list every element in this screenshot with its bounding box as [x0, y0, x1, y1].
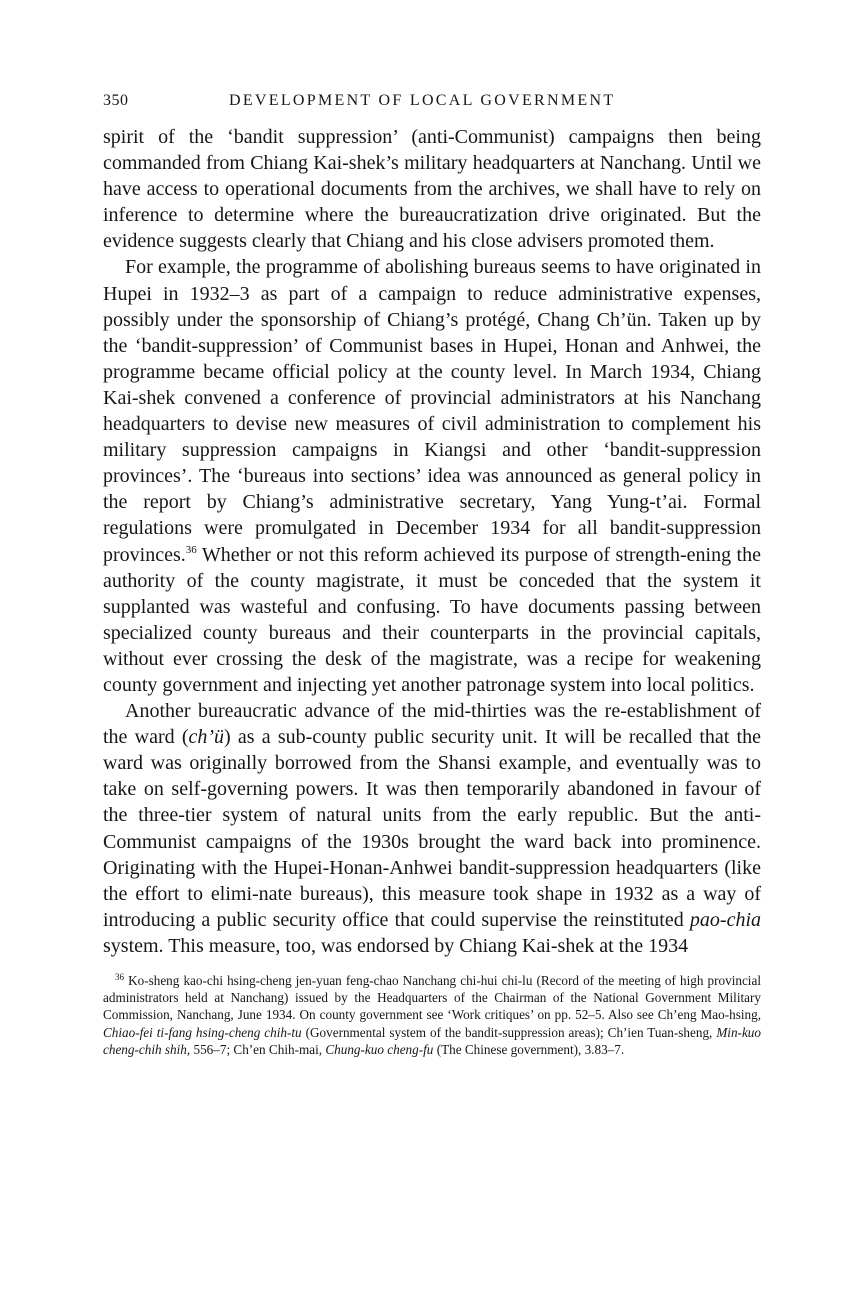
page-header: [103, 92, 761, 120]
paragraph-2-part-a: For example, the programme of abolishing bureaus seems to have originated in Hupei in 1932–3 as part of a campaign to reduce administrative expenses, possibly under the sponsorship of Chiang’s protégé, Chang Ch’ün. Taken up by the ‘bandit-suppression’ of Communist bases in Hupei, Honan and Anhwei, the programme became official policy at the county level. In March 1934, Chiang Kai-shek convened a conference of provincial administrators at his Nanchang headquarters to devise new measures of civil administration to complement his military suppression campaigns in Kiangsi and other ‘bandit-suppression provinces’. The ‘bureaus into sections’ idea was announced as general policy in the report by Chiang’s administrative secretary, Yang Yung-t’ai. Formal regulations were promulgated in December 1934 for all bandit-suppression provinces.: [103, 256, 761, 566]
paragraph-2-part-b: Whether or not this reform achieved its purpose of strength-ening the authority of the county magistrate, it must be conceded that the system it supplanted was wasteful and confusing. To have documents passing between specialized county bureaus and their counterparts in the provincial capitals, without ever crossing the desk of the magistrate, was a recipe for weakening county government and injecting yet another patronage system into local politics.: [103, 543, 761, 696]
body-text: [103, 124, 761, 959]
footnote-ref-36[interactable]: 36: [185, 543, 197, 556]
footnotes: [103, 972, 761, 1058]
footnote-title-1: Chiao-fei ti-fang hsing-cheng chih-tu: [103, 1024, 302, 1040]
footnote-36: [103, 972, 761, 1058]
paragraph-3: [103, 698, 761, 959]
paragraph-3-part-b: ) as a sub-county public security unit. It will be recalled that the ward was originally borrowed from the Shansi example, and eventually was to take on self-governing powers. It was then temporarily abandoned in favour of the three-tier system of natural units from the early republic. But the anti-Communist campaigns of the 1930s brought the ward back into prominence. Originating with the Hupei-Honan-Anhwei bandit-suppression headquarters (like the effort to elimi-nate bureaus), this measure took shape in 1932 as a way of introducing a public security office that could supervise the reinstituted: [103, 726, 761, 931]
footnote-text-1: Ko-sheng kao-chi hsing-cheng jen-yuan feng-chao Nanchang chi-hui chi-lu (Record of the meeting of high provincial administrators held at Nanchang) issued by the Headquarters of the Chairman of the National Government Military Commission, Nanchang, June 1934. On county government see ‘Work critiques’ on pp. 52–5. Also see Ch’eng Mao-hsing,: [103, 973, 761, 1023]
footnote-title-2: Min-kuo cheng-chih shih: [103, 1024, 761, 1057]
running-title: DEVELOPMENT OF LOCAL GOVERNMENT: [229, 92, 616, 109]
paragraph-3-part-a: Another bureaucratic advance of the mid-thirties was the re-establishment of the ward (: [103, 700, 761, 749]
footnote-text-2: (Governmental system of the bandit-suppression areas); Ch’ien Tuan-sheng,: [301, 1024, 717, 1040]
paragraph-1: spirit of the ‘bandit suppression’ (anti-Communist) campaigns then being commanded from Chiang Kai-shek’s military headquarters at Nanchang. Until we have access to operational documents from the archives, we shall have to rely on inference to determine where the bureaucratization drive originated. But the evidence suggests clearly that Chiang and his close advisers promoted them.: [103, 126, 761, 253]
paragraph-3-part-c: system. This measure, too, was endorsed by Chiang Kai-shek at the 1934: [103, 934, 689, 957]
footnote-text-4: (The Chinese government), 3.83–7.: [433, 1041, 625, 1057]
term-chu: ch’ü: [188, 726, 225, 749]
book-page: [103, 92, 761, 1058]
footnote-title-3: Chung-kuo cheng-fu: [325, 1041, 434, 1057]
paragraph-2: [103, 254, 761, 698]
footnote-marker: 36: [115, 972, 124, 982]
page-number: 350: [103, 92, 129, 109]
term-pao-chia: pao-chia: [689, 908, 761, 931]
footnote-text-3: , 556–7; Ch’en Chih-mai,: [186, 1041, 326, 1057]
